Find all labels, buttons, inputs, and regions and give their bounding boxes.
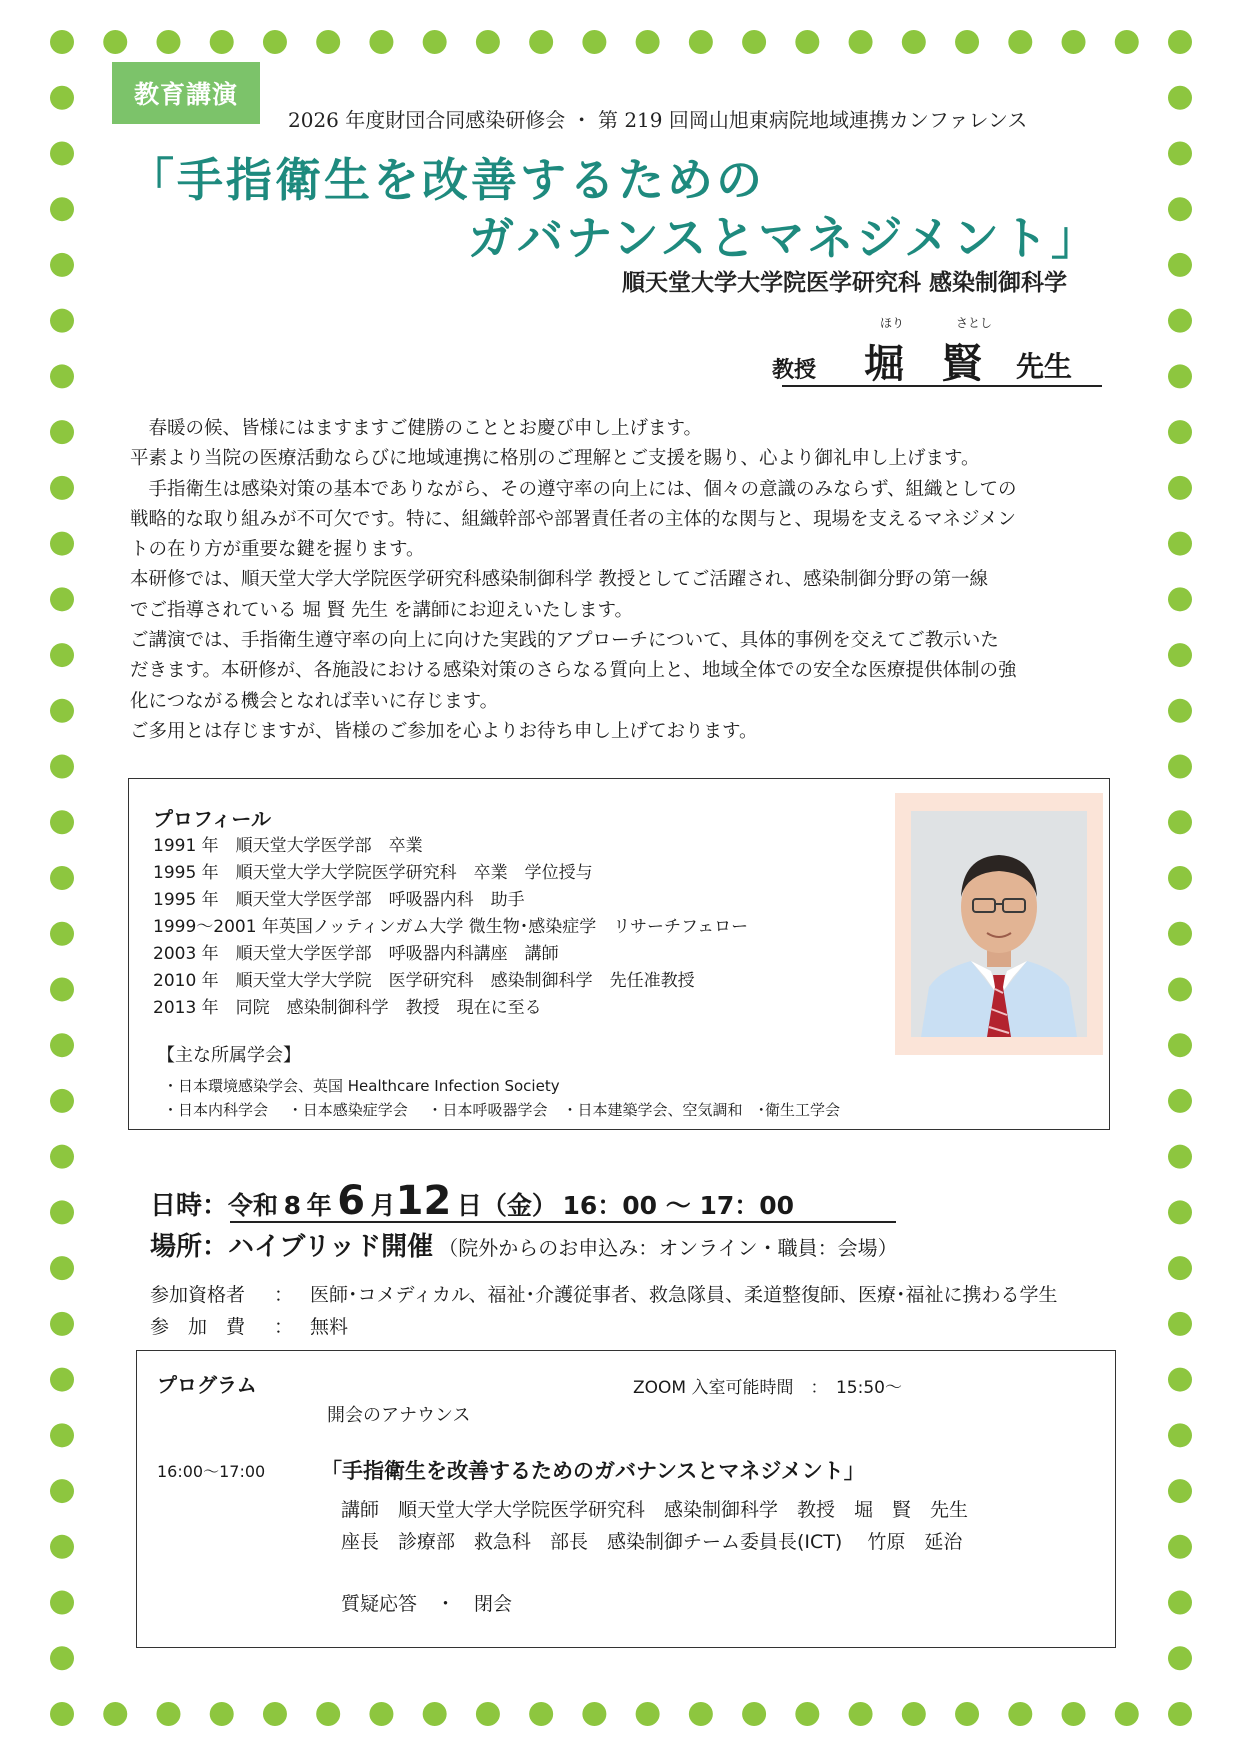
body-line: だきます。本研修が、各施設における感染対策のさらなる質向上と、地域全体での安全な医療提供体制の強 [130,660,1017,682]
border-dot [1168,1200,1192,1224]
border-dot [50,1145,74,1169]
career-item: 2013 年 同院 感染制御科学 教授 現在に至る [153,998,542,1018]
date-label: 日時： [150,1191,229,1221]
lecture-title-line1: 「手指衛生を改善するための [128,153,765,207]
border-dot [50,532,74,556]
border-dot [795,1702,819,1726]
societies-title: 【主な所属学会】 [157,1045,301,1066]
zoom-entry-time: ZOOM 入室可能時間 ： 15:50～ [633,1378,902,1398]
border-dot [50,1535,74,1559]
event-time: 16：00 ～ 17：00 [562,1191,795,1220]
eligibility-colon: ： [274,1284,294,1306]
body-line: ご講演では、手指衛生遵守率の向上に向けた実践的アプローチについて、具体的事例を交えてご教示いた [130,630,999,652]
border-dot [50,30,74,54]
body-line: 平素より当院の医療活動ならびに地域連携に格別のご理解とご支援を賜り、心より御礼申し上げます。 [130,448,980,470]
border-dot [1168,1033,1192,1057]
border-dot [50,587,74,611]
border-dot [1168,587,1192,611]
lecture-speaker: 講師 順天堂大学大学院医学研究科 感染制御科学 教授 堀 賢 先生 [341,1499,969,1521]
border-dot [689,30,713,54]
speaker-affiliation: 順天堂大学大学院医学研究科 感染制御科学 [622,270,1068,296]
category-badge: 教育講演 [112,62,260,124]
border-dot [50,420,74,444]
border-dot [103,1702,127,1726]
date-day: 12 [395,1178,452,1224]
border-dot [50,1033,74,1057]
border-dot [423,1702,447,1726]
border-dot [156,1702,180,1726]
border-dot [1168,1702,1192,1726]
border-dot [1168,141,1192,165]
border-dot [263,30,287,54]
border-dot [1168,810,1192,834]
border-dot [369,1702,393,1726]
border-dot [582,1702,606,1726]
body-line: 化につながる機会となれば幸いに存じます。 [130,690,499,712]
border-dot [1168,253,1192,277]
border-dot [50,922,74,946]
border-dot [1168,420,1192,444]
border-dot [50,1089,74,1113]
datetime-underline [230,1221,896,1223]
conference-name: 2026 年度財団合同感染研修会 ・ 第 219 回岡山旭東病院地域連携カンファレンス [288,108,1028,132]
career-item: 2010 年 順天堂大学大学院 医学研究科 感染制御科学 先任准教授 [153,971,695,991]
border-dot [1168,977,1192,1001]
border-dot [50,810,74,834]
border-dot [50,1646,74,1670]
profile-box [128,778,1110,1130]
border-dot [582,30,606,54]
eligibility [150,1280,1057,1307]
border-dot [1168,1479,1192,1503]
border-dot [50,476,74,500]
border-dot [316,1702,340,1726]
speaker-family-name: 堀 [864,341,904,387]
border-dot [50,977,74,1001]
societies-list [163,1074,840,1122]
date-month: 6 [337,1178,366,1224]
border-dot [50,1312,74,1336]
ruby-given: さとし [956,316,993,330]
speaker-honorific: 先生 [1016,350,1073,383]
border-dot [849,1702,873,1726]
event-datetime [150,1178,794,1224]
border-dot [50,1368,74,1392]
border-dot [1168,643,1192,667]
border-dot [50,1423,74,1447]
border-dot [50,866,74,890]
border-dot [1168,1089,1192,1113]
venue-label: 場所： [150,1232,229,1262]
border-dot [1168,1423,1192,1447]
border-dot [476,1702,500,1726]
border-dot [50,364,74,388]
society-item: ・日本内科学会 ・日本感染症学会 ・日本呼吸器学会 ・日本建築学会、空気調和 ･衛生工学会 [163,1101,841,1119]
profile-title: プロフィール [153,807,271,831]
border-dot [795,30,819,54]
border-dot [902,1702,926,1726]
border-dot [529,1702,553,1726]
border-dot [1168,866,1192,890]
border-dot [529,30,553,54]
career-item: 1991 年 順天堂大学医学部 卒業 [153,836,423,856]
border-dot [1168,532,1192,556]
eligibility-label: 参加資格者 [150,1284,246,1306]
border-dot [103,30,127,54]
border-dot [50,309,74,333]
border-dot [1168,699,1192,723]
border-dot [476,30,500,54]
border-dot [1168,1535,1192,1559]
career-item: 1999～2001 年英国ノッティンガム大学 微生物･感染症学 リサーチフェロー [153,917,749,937]
border-dot [50,1591,74,1615]
society-item: ・日本環境感染学会、英国 Healthcare Infection Society [163,1077,560,1095]
border-dot [1008,30,1032,54]
border-dot [50,643,74,667]
venue-note: （院外からのお申込み：オンライン・職員：会場） [438,1236,898,1260]
border-dot [1062,1702,1086,1726]
fee-label: 参 加 費 [150,1316,246,1338]
venue-value: ハイブリッド開催 [228,1232,434,1262]
border-dot [849,30,873,54]
border-dot [1168,922,1192,946]
border-dot [1115,30,1139,54]
border-dot [1168,1591,1192,1615]
body-line: 戦略的な取り組みが不可欠です。特に、組織幹部や部署責任者の主体的な関与と、現場を支えるマネジメン [130,508,1016,530]
closing: 質疑応答 ・ 閉会 [341,1593,513,1615]
body-line: ご多用とは存じますが、皆様のご参加を心よりお待ち申し上げております。 [130,720,758,742]
career-list [153,833,748,1022]
border-dot [1168,476,1192,500]
border-dot [50,253,74,277]
border-dot [50,1256,74,1280]
program-title: プログラム [157,1373,257,1397]
border-dot [316,30,340,54]
fee-value: 無料 [310,1316,349,1338]
date-year-unit: 年 [306,1191,332,1220]
border-dot [50,699,74,723]
greeting-body [130,414,1130,747]
border-dot [1168,1145,1192,1169]
ruby-family: ほり [880,316,905,330]
lecture-title-line2: ガバナンスとマネジメント」 [468,211,1100,265]
border-dot [1168,755,1192,779]
speaker-given-name: 賢 [942,341,982,387]
career-item: 1995 年 順天堂大学医学部 呼吸器内科 助手 [153,890,525,910]
border-dot [742,30,766,54]
date-weekday: （金） [481,1191,557,1220]
border-dot [1168,197,1192,221]
border-dot [636,1702,660,1726]
border-dot [1168,1646,1192,1670]
border-dot [50,1200,74,1224]
border-dot [636,30,660,54]
border-dot [1168,86,1192,110]
border-dot [1168,1256,1192,1280]
border-dot [689,1702,713,1726]
border-dot [50,1702,74,1726]
border-dot [50,755,74,779]
fee-colon: ： [274,1316,294,1338]
border-dot [50,1479,74,1503]
date-year: 8 [283,1191,302,1220]
event-venue [150,1226,898,1263]
border-dot [210,1702,234,1726]
border-dot [742,1702,766,1726]
body-line: トの在り方が重要な鍵を握ります。 [130,539,425,561]
border-dot [1115,1702,1139,1726]
speaker-rank: 教授 [772,358,817,383]
border-dot [50,197,74,221]
border-dot [1168,30,1192,54]
body-line: 手指衛生は感染対策の基本でありながら、その遵守率の向上には、個々の意識のみならず、組織としての [130,478,1017,500]
body-line: 春暖の候、皆様にはますますご健勝のこととお慶び申し上げます。 [130,418,703,439]
speaker-photo-frame [895,793,1103,1055]
border-dot [902,30,926,54]
career-item: 2003 年 順天堂大学医学部 呼吸器内科講座 講師 [153,944,559,964]
lecture-time: 16:00～17:00 [157,1462,266,1481]
border-dot [1168,1368,1192,1392]
border-dot [210,30,234,54]
body-line: 本研修では、順天堂大学大学院医学研究科感染制御科学 教授としてご活躍され、感染制御分野の第一線 [130,569,988,591]
fee [150,1312,348,1339]
border-dot [1062,30,1086,54]
border-dot [955,1702,979,1726]
border-dot [1168,364,1192,388]
eligibility-value: 医師･コメディカル、福祉･介護従事者、救急隊員、柔道整復師、医療･福祉に携わる学生 [310,1284,1058,1306]
date-day-unit: 日 [456,1191,482,1220]
opening-announcement: 開会のアナウンス [327,1405,471,1426]
program-box [136,1350,1116,1648]
border-dot [263,1702,287,1726]
border-dot [423,30,447,54]
border-dot [955,30,979,54]
date-month-unit: 月 [370,1191,396,1220]
border-dot [1168,309,1192,333]
border-dot [50,141,74,165]
lecture-title: 「手指衛生を改善するためのガバナンスとマネジメント」 [321,1459,865,1483]
border-dot [50,86,74,110]
date-era: 令和 [228,1191,279,1220]
border-dot [369,30,393,54]
border-dot [1008,1702,1032,1726]
body-line: でご指導されている 堀 賢 先生 を講師にお迎えいたします。 [130,599,634,621]
border-dot [156,30,180,54]
lecture-chair: 座長 診療部 救急科 部長 感染制御チーム委員長(ICT) 竹原 延治 [341,1531,963,1553]
career-item: 1995 年 順天堂大学大学院医学研究科 卒業 学位授与 [153,863,593,883]
border-dot [1168,1312,1192,1336]
speaker-photo [911,811,1087,1037]
